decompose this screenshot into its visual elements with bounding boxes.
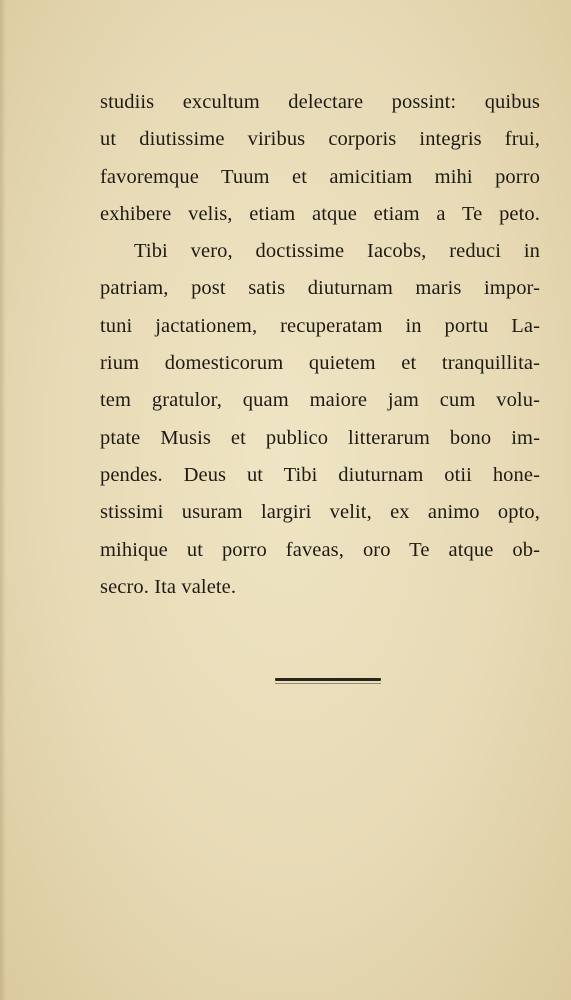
text-line: studiis excultum delectare possint: quibus: [100, 91, 540, 113]
text-line: tuni jactationem, recuperatam in portu La-: [100, 314, 540, 337]
text-line: exhibere velis, etiam atque etiam a Te peto.: [100, 202, 540, 225]
text-line-last: secro. Ita valete.: [100, 575, 237, 598]
text-line: ut diutissime viribus corporis integris frui,: [100, 128, 540, 151]
text-line: pendes. Deus ut Tibi diuturnam otii hone-: [100, 463, 540, 486]
text-line: favoremque Tuum et amicitiam mihi porro: [100, 165, 540, 188]
text-line: ptate Musis et publico litterarum bono im-: [100, 426, 540, 449]
text-line: patriam, post satis diuturnam maris impor-: [100, 277, 540, 300]
text-line: stissimi usuram largiri velit, ex animo opto,: [100, 501, 540, 524]
text-line-paragraph-start: Tibi vero, doctissime Iacobs, reduci in: [134, 240, 540, 263]
section-end-rule: [275, 678, 381, 681]
text-line: tem gratulor, quam maiore jam cum volu-: [100, 389, 540, 412]
body-text: [100, 84, 540, 606]
text-line: rium domesticorum quietem et tranquillita-: [100, 352, 540, 375]
text-line: mihique ut porro faveas, oro Te atque ob-: [100, 538, 540, 561]
section-end-rule-thin: [275, 683, 381, 684]
page-edge-shadow: [0, 0, 6, 1000]
